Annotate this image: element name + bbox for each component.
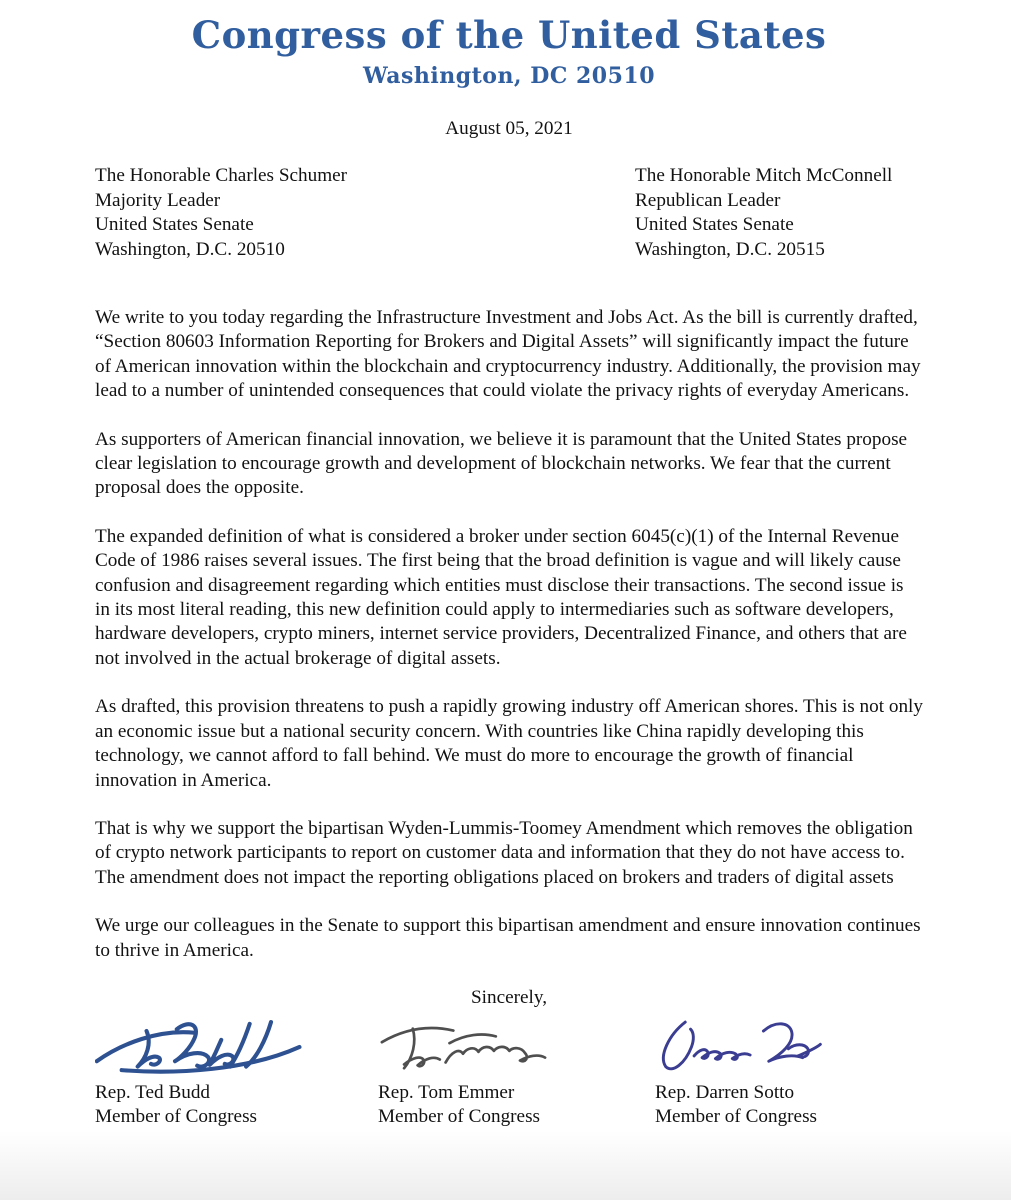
signature-darren-sotto-image (655, 1015, 841, 1079)
signer-title: Member of Congress (655, 1106, 817, 1128)
letter-paragraph: We urge our colleagues in the Senate to support this bipartisan amendment and ensure innovation continues to thrive in America. (95, 915, 921, 961)
signature-block-tom-emmer (378, 1015, 655, 1130)
recipient-block-schumer (95, 164, 347, 262)
signature-ted-budd-image (95, 1015, 335, 1079)
letterhead (95, 12, 923, 90)
signer-name: Rep. Tom Emmer (378, 1081, 515, 1103)
signature-ink (97, 1022, 300, 1072)
recipient-role: Majority Leader (95, 189, 221, 211)
letter-paragraph: That is why we support the bipartisan Wyden-Lummis-Toomey Amendment which removes the obligation of crypto network participants to report on customer data and information that they do not have access to. The amendment does not impact the reporting obligations placed on brokers and traders of digital assets (95, 817, 913, 888)
recipient-blocks (95, 164, 923, 262)
signature-row (95, 1015, 923, 1130)
letter-date: August 05, 2021 (445, 118, 573, 139)
recipient-block-mcconnell (635, 164, 923, 262)
signature-tom-emmer-image (378, 1015, 576, 1079)
recipient-name: The Honorable Mitch McConnell (635, 165, 893, 186)
signer-title: Member of Congress (95, 1106, 257, 1128)
signature-ink (663, 1022, 820, 1069)
signature-block-ted-budd (95, 1015, 378, 1130)
letter-paragraph: As supporters of American financial innovation, we believe it is paramount that the United States propose clear legislation to encourage growth and development of blockchain networks. We fear that the current proposal does the opposite. (95, 428, 908, 499)
letterhead-location: Washington, DC 20510 (362, 63, 656, 89)
letterhead-title: Congress of the United States (191, 13, 827, 57)
closing-salutation: Sincerely, (470, 986, 547, 1008)
recipient-org: United States Senate (95, 214, 254, 235)
recipient-org: United States Senate (635, 214, 794, 235)
signer-name: Rep. Ted Budd (95, 1081, 211, 1103)
signature-block-darren-sotto (655, 1015, 923, 1130)
signature-ink (382, 1028, 545, 1068)
letter-body (95, 306, 923, 963)
recipient-address: Washington, D.C. 20510 (95, 238, 285, 260)
recipient-role: Republican Leader (635, 189, 781, 211)
recipient-address: Washington, D.C. 20515 (635, 238, 825, 260)
letter-paragraph: As drafted, this provision threatens to push a rapidly growing industry off American shores. This is not only an economic issue but a national security concern. With countries like China rapidly developing this technology, we cannot afford to fall behind. We must do more to encourage the growth of financial innovation in America. (95, 696, 923, 791)
signer-title: Member of Congress (378, 1106, 540, 1128)
letter-paragraph: The expanded definition of what is considered a broker under section 6045(c)(1) of the Internal Revenue Code of 1986 raises several issues. The first being that the broad definition is vague and will likely cause confusion and disagreement regarding which entities must disclose their transactions. The second issue is in its most literal reading, this new definition could apply to intermediaries such as software developers, hardware developers, crypto miners, internet service providers, Decentralized Finance, and others that are not involved in the actual brokerage of digital assets. (95, 525, 907, 669)
signer-name: Rep. Darren Sotto (655, 1081, 795, 1103)
recipient-name: The Honorable Charles Schumer (95, 165, 348, 186)
letter-paragraph: We write to you today regarding the Infrastructure Investment and Jobs Act. As the bill is currently drafted, “Section 80603 Information Reporting for Brokers and Digital Assets” will significantly impact the future of American innovation within the blockchain and cryptocurrency industry. Additionally, the provision may lead to a number of unintended consequences that could violate the privacy rights of everyday Americans. (95, 307, 921, 402)
